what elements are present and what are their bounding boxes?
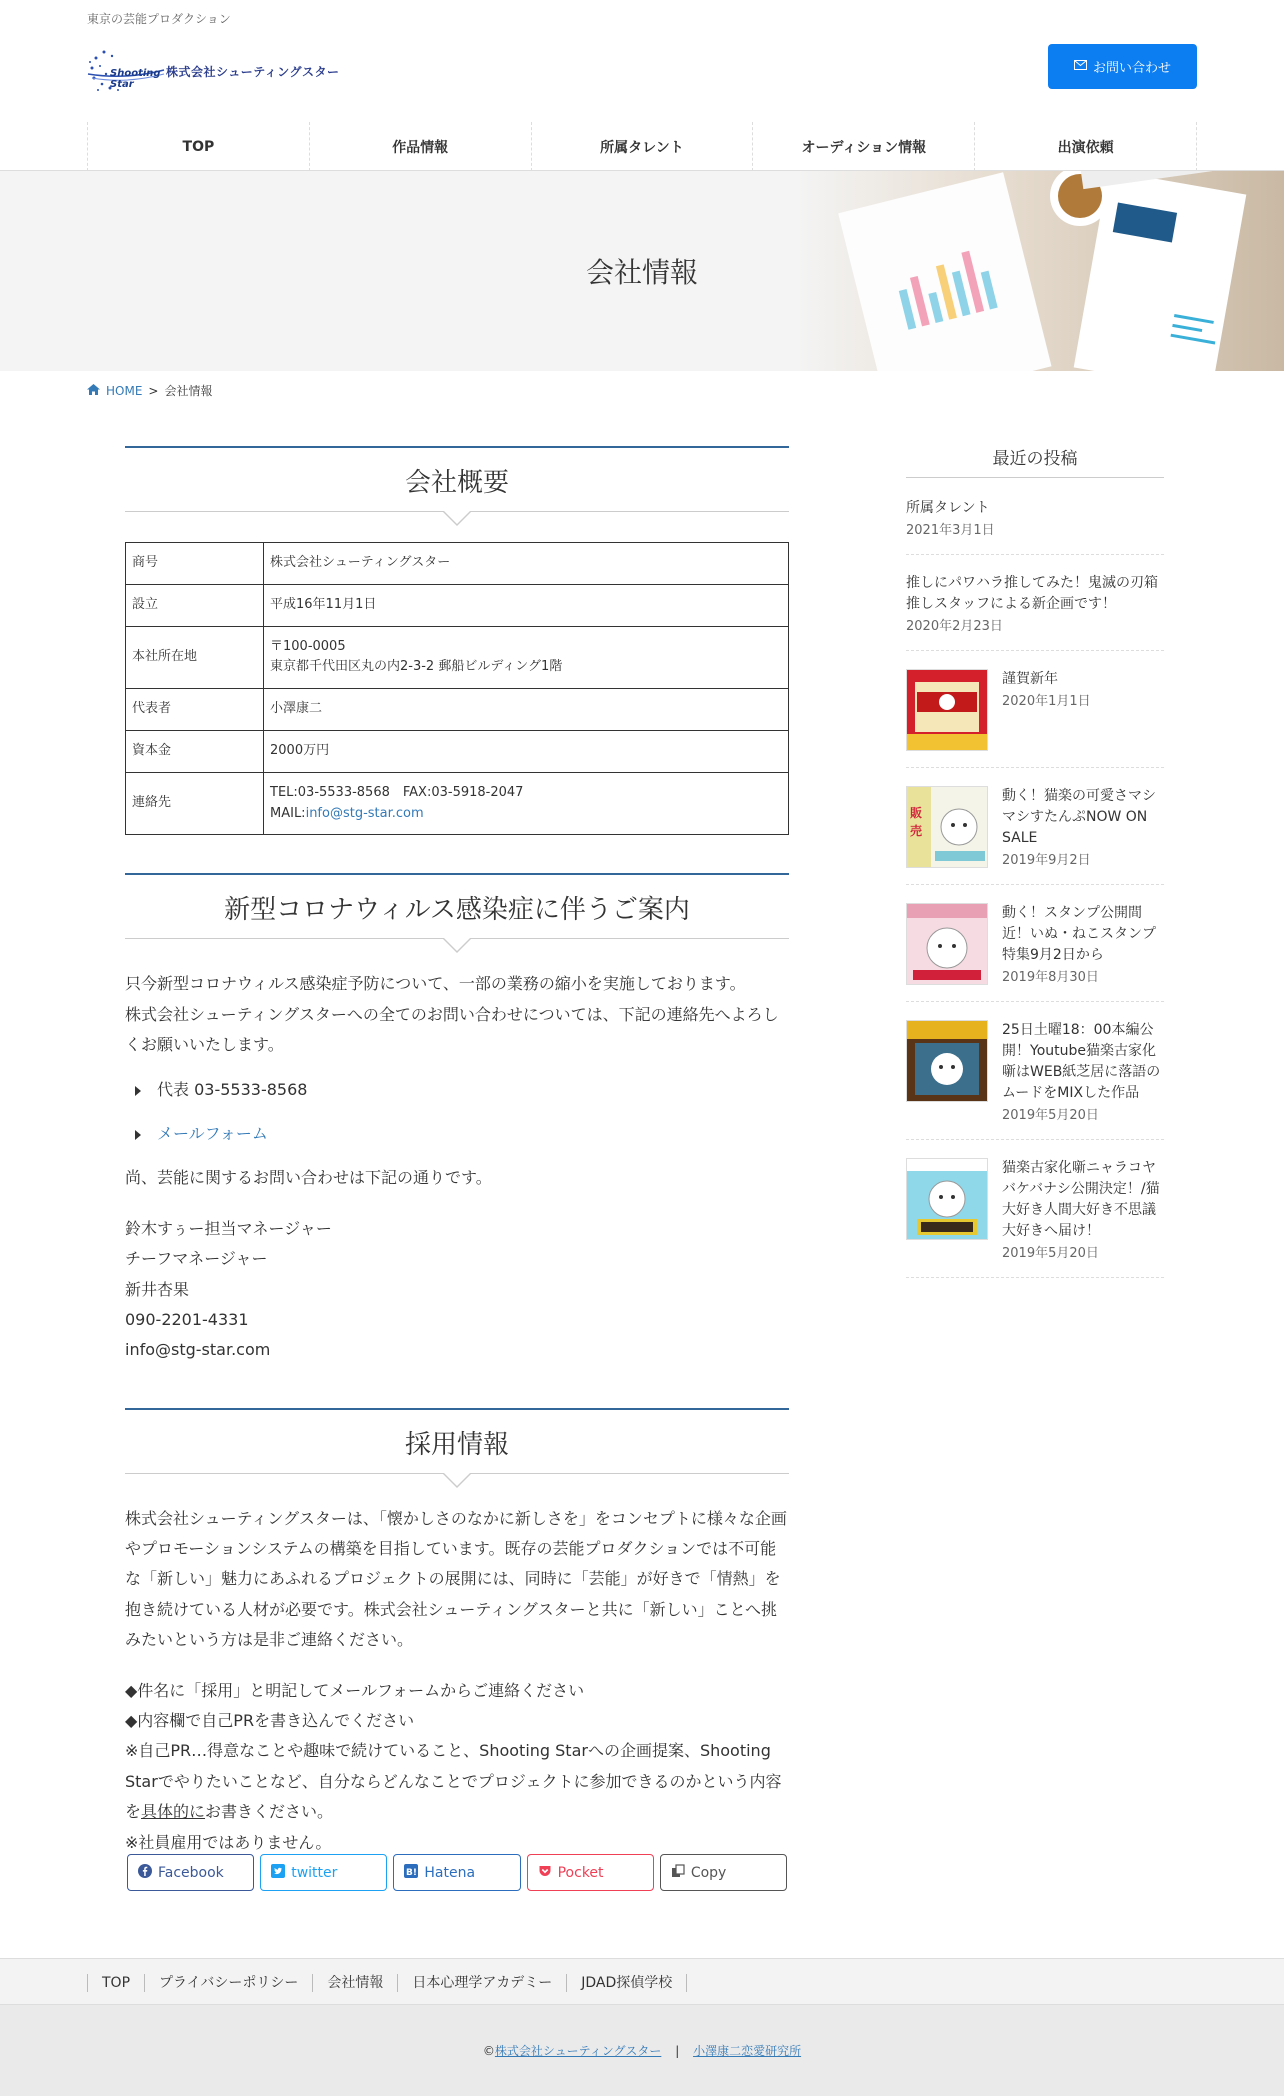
copyright-symbol: © — [482, 2044, 495, 2058]
facebook-share-button[interactable] — [127, 1854, 254, 1891]
mail-link[interactable]: info@stg-star.com — [305, 805, 424, 821]
post-date: 2020年2月23日 — [906, 619, 1003, 634]
tel-fax: TEL:03-5533-8568 FAX:03-5918-2047 — [270, 784, 524, 800]
copy-icon — [671, 1864, 685, 1882]
row-label: 資本金 — [126, 730, 264, 772]
hatena-share-button[interactable] — [393, 1854, 520, 1891]
contact-button-label: お問い合わせ — [1092, 61, 1171, 76]
table-row — [126, 689, 789, 731]
recruit-line-3a: ※自己PR…得意なことや趣味で続けていること、Shooting Starへの企画提案、Shooting Starでやりたいことなど、自分ならどんなことでプロジェクトに参加できるのかという内容を — [125, 1741, 782, 1822]
list-item[interactable] — [906, 478, 1164, 555]
share-buttons — [127, 1854, 787, 1891]
row-label: 代表者 — [126, 689, 264, 731]
footer-link-privacy[interactable]: プライバシーポリシー — [144, 1974, 312, 1992]
postal-code: 〒100-0005 — [270, 638, 346, 654]
table-row — [126, 730, 789, 772]
shooting-star-logo-icon — [86, 44, 166, 98]
recruit-line-3c: お書きください。 — [205, 1802, 334, 1822]
row-value: 株式会社シューティングスター — [264, 543, 789, 585]
pocket-icon — [538, 1864, 552, 1882]
recruit-line-2: ◆内容欄で自己PRを書き込んでください — [125, 1711, 415, 1731]
section-title-overview — [125, 446, 789, 512]
post-title: 動く！猫楽の可愛さマシマシすたんぷNOW ON SALE — [1002, 788, 1156, 846]
post-title: 25日土曜18：00本編公開！Youtube猫楽古家化噺はWEB紙芝居に落語のムードをMIXした作品 — [1002, 1022, 1161, 1101]
footer-link-psychology[interactable]: 日本心理学アカデミー — [397, 1974, 566, 1992]
mail-line — [270, 804, 782, 825]
post-title: 謹賀新年 — [1002, 671, 1058, 687]
list-item — [125, 1119, 789, 1149]
footer-link-company[interactable]: 会社情報 — [312, 1974, 397, 1992]
row-label: 本社所在地 — [126, 626, 264, 689]
post-text — [1002, 786, 1164, 868]
twitter-label: twitter — [291, 1864, 338, 1881]
post-text — [1002, 669, 1091, 751]
logo-jp-text: 株式会社シューティングスター — [166, 64, 340, 79]
post-title: 猫楽古家化噺ニャラコヤバケバナシ公開決定！/猫大好き人間大好き不思議大好きへ届け！ — [1002, 1160, 1160, 1239]
twitter-share-button[interactable] — [260, 1854, 387, 1891]
row-label: 設立 — [126, 584, 264, 626]
page-title: 会社情報 — [585, 256, 698, 289]
post-thumbnail — [906, 1158, 988, 1240]
post-text — [1002, 1020, 1164, 1123]
manager-email: info@stg-star.com — [125, 1340, 271, 1360]
footer-separator: | — [675, 2044, 680, 2058]
list-item[interactable] — [906, 1002, 1164, 1140]
nav-item-audition[interactable]: オーディション情報 — [753, 122, 975, 171]
covid-paragraph-1: 只今新型コロナウィルス感染症予防について、一部の業務の縮小を実施しております。 — [125, 974, 746, 994]
section-title-overview-text: 会社概要 — [404, 468, 509, 498]
hatena-icon — [404, 1864, 418, 1882]
table-row — [126, 772, 789, 835]
mail-form-link[interactable]: メールフォーム — [157, 1123, 268, 1143]
logo-en-text: Shooting Star — [110, 68, 161, 90]
row-value: 平成16年11月1日 — [264, 584, 789, 626]
row-value — [264, 626, 789, 689]
facebook-icon — [138, 1864, 152, 1882]
post-date: 2021年3月1日 — [906, 523, 995, 538]
post-title: 推しにパワハラ推してみた！鬼滅の刃箱推しスタッフによる新企画です！ — [906, 575, 1158, 612]
svg-text:販: 販 — [910, 806, 923, 820]
post-thumbnail — [906, 903, 988, 985]
recruit-paragraph: 株式会社シューティングスターは、「懐かしさのなかに新しさを」をコンセプトに様々な企画やプロモーションシステムの構築を目指しています。既存の芸能プロダクションでは不可能な「新しい」魅力にあふれるプロジェクトの展開には、同時に「芸能」が好きで「情熱」を抱き続けている人材が必要です。株式会社シューティングスターと共に「新しい」ことへ挑みたいという方は是非ご連絡ください。 — [125, 1508, 787, 1650]
love-lab-link[interactable]: 小澤康二恋愛研究所 — [693, 2044, 802, 2058]
svg-text:B!: B! — [406, 1867, 418, 1878]
footer-link-detective[interactable]: JDAD探偵学校 — [566, 1974, 687, 1992]
site-logo[interactable] — [86, 44, 346, 98]
covid-paragraph-2: 株式会社シューティングスターへの全てのお問い合わせについては、下記の連絡先へよろしくお願いいたします。 — [125, 1004, 779, 1055]
section-title-covid — [125, 873, 789, 939]
post-date: 2019年5月20日 — [1002, 1108, 1099, 1123]
phone-text: 代表 03-5533-8568 — [157, 1079, 308, 1099]
title-pointer — [443, 939, 471, 953]
sidebar-title: 最近の投稿 — [906, 444, 1164, 478]
list-item[interactable] — [906, 768, 1164, 885]
nav-item-top[interactable]: TOP — [88, 122, 310, 171]
breadcrumb — [87, 382, 212, 399]
manager-line: 鈴木すぅー担当マネージャー — [125, 1218, 332, 1238]
svg-text:売: 売 — [910, 824, 923, 838]
post-date: 2019年9月2日 — [1002, 853, 1091, 868]
table-row — [126, 584, 789, 626]
table-row — [126, 543, 789, 585]
copy-label: Copy — [690, 1864, 727, 1881]
row-value: 2000万円 — [264, 730, 789, 772]
title-pointer — [443, 512, 471, 526]
covid-paragraph-3: 尚、芸能に関するお問い合わせは下記の通りです。 — [125, 1168, 492, 1188]
table-row — [126, 626, 789, 689]
footer-links — [87, 1959, 687, 2006]
manager-phone: 090-2201-4331 — [125, 1309, 249, 1329]
post-date: 2019年5月20日 — [1002, 1246, 1099, 1261]
row-label: 連絡先 — [126, 772, 264, 835]
home-icon — [87, 384, 100, 398]
breadcrumb-separator: > — [148, 383, 159, 398]
post-text — [906, 573, 1164, 634]
post-date: 2020年1月1日 — [1002, 694, 1091, 709]
nav-item-offer[interactable]: 出演依頼 — [975, 122, 1197, 171]
section-title-recruit — [125, 1408, 789, 1474]
mail-prefix: MAIL: — [270, 805, 306, 821]
mail-icon — [1074, 59, 1087, 74]
global-nav — [87, 122, 1197, 171]
nav-item-talent[interactable]: 所属タレント — [532, 122, 754, 171]
copyright-link[interactable]: 株式会社シューティングスター — [494, 2044, 662, 2058]
recruit-line-3b: 具体的に — [141, 1802, 206, 1822]
section-title-covid-text: 新型コロナウィルス感染症に伴うご案内 — [224, 895, 690, 926]
post-title: 所属タレント — [906, 500, 990, 516]
manager-name: 新井杏果 — [125, 1279, 190, 1299]
recruit-line-1: ◆件名に「採用」と明記してメールフォームからご連絡ください — [125, 1680, 585, 1700]
post-thumbnail — [906, 1020, 988, 1102]
nav-item-works[interactable]: 作品情報 — [310, 122, 532, 171]
title-pointer — [443, 1474, 471, 1488]
post-text — [1002, 903, 1164, 985]
list-item[interactable] — [906, 651, 1164, 768]
list-item — [125, 1075, 789, 1105]
pocket-label: Pocket — [557, 1864, 604, 1881]
twitter-icon — [271, 1864, 285, 1882]
contact-button[interactable] — [1048, 44, 1197, 89]
hatena-label: Hatena — [424, 1864, 476, 1881]
list-item[interactable] — [906, 885, 1164, 1002]
list-item[interactable] — [906, 1140, 1164, 1278]
breadcrumb-current: 会社情報 — [164, 384, 213, 398]
post-thumbnail — [906, 786, 988, 868]
post-title: 動く！スタンプ公開間近！いぬ・ねこスタンプ特集9月2日から — [1002, 905, 1156, 963]
row-label: 商号 — [126, 543, 264, 585]
manager-title: チーフマネージャー — [125, 1249, 268, 1269]
post-thumbnail — [906, 669, 988, 751]
site-footer — [0, 2005, 1284, 2096]
post-text — [1002, 1158, 1164, 1261]
address: 東京都千代田区丸の内2-3-2 郵船ビルディング1階 — [270, 659, 563, 675]
site-tagline: 東京の芸能プロダクション — [87, 12, 231, 26]
sidebar — [906, 444, 1164, 1278]
section-title-recruit-text: 採用情報 — [404, 1429, 509, 1460]
post-date: 2019年8月30日 — [1002, 970, 1099, 985]
facebook-label: Facebook — [158, 1864, 224, 1881]
post-text — [906, 498, 995, 538]
breadcrumb-home-link[interactable]: HOME — [106, 383, 143, 398]
footer-link-top[interactable]: TOP — [87, 1974, 144, 1992]
row-value — [264, 772, 789, 835]
footer-nav — [0, 1958, 1284, 2005]
row-value: 小澤康二 — [264, 689, 789, 731]
company-info-table — [125, 542, 789, 835]
main-content — [125, 446, 789, 1858]
covid-contact-list — [125, 1075, 789, 1150]
recruit-line-4: ※社員雇用ではありません。 — [125, 1832, 332, 1852]
list-item[interactable] — [906, 555, 1164, 651]
recruit-line-3 — [125, 1736, 789, 1827]
copy-share-button[interactable] — [660, 1854, 787, 1891]
copyright — [0, 2042, 1284, 2059]
page-header-banner — [0, 171, 1284, 371]
pocket-share-button[interactable] — [527, 1854, 654, 1891]
